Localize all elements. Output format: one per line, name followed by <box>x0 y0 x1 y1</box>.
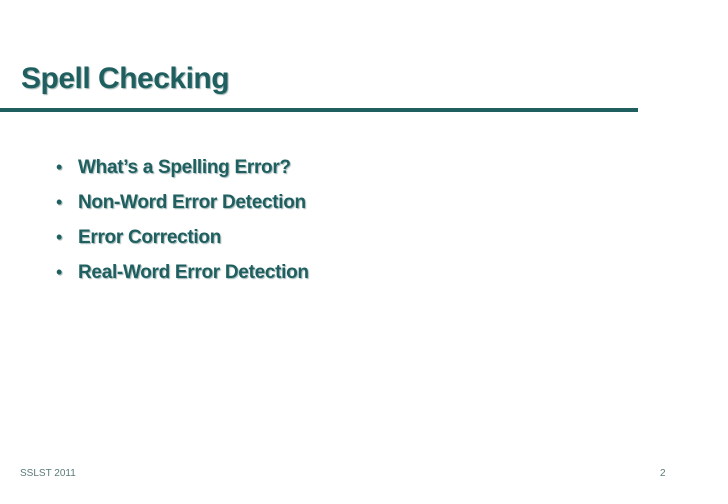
bullet-icon: • <box>56 227 63 247</box>
footer-label: SSLST 2011 <box>20 468 76 479</box>
bullet-text: Error Correction <box>78 226 222 248</box>
list-item <box>56 255 309 290</box>
slide-title: Spell Checking <box>21 62 230 95</box>
bullet-icon: • <box>56 262 63 282</box>
title-divider <box>0 108 638 112</box>
list-item <box>56 220 309 255</box>
bullet-text: Non-Word Error Detection <box>78 191 306 213</box>
bullet-list <box>56 150 309 290</box>
list-item <box>56 150 309 185</box>
bullet-text: What’s a Spelling Error? <box>78 156 291 178</box>
page-number: 2 <box>660 468 666 479</box>
bullet-icon: • <box>56 157 63 177</box>
bullet-text: Real-Word Error Detection <box>78 261 309 283</box>
bullet-icon: • <box>56 192 63 212</box>
list-item <box>56 185 309 220</box>
